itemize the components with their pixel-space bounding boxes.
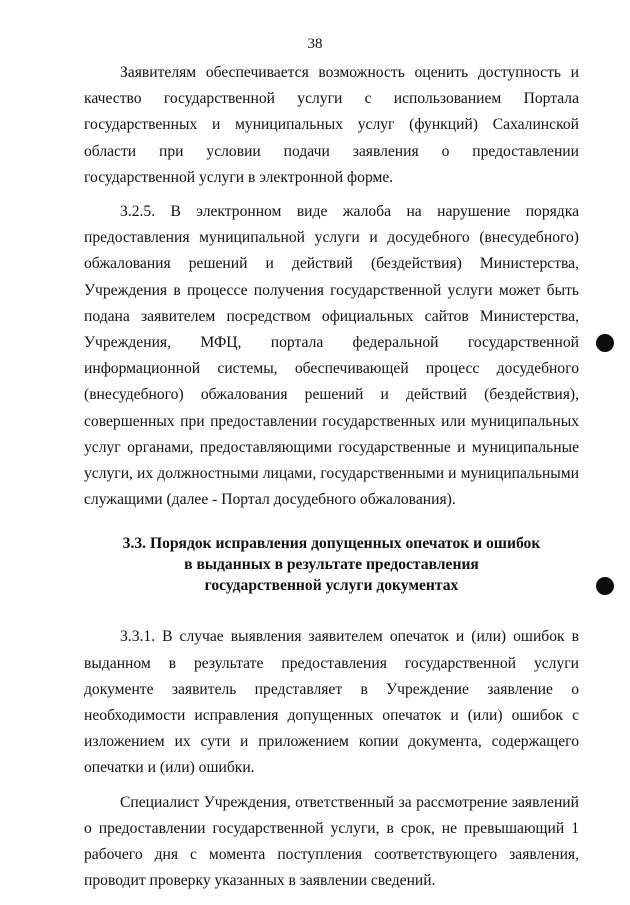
paragraph-spacer [84, 191, 579, 199]
page-number: 38 [307, 36, 323, 52]
section-heading-line-3: государственной услуги документах [204, 577, 459, 595]
section-heading-line-2: в выданных в результате предоставления [184, 556, 479, 574]
punch-hole-mark [596, 577, 614, 595]
paragraph-specialist-check: Специалист Учреждения, ответственный за рассмотрение заявлений о предоставлении государственной услуги, в срок, не превышающий 1 рабочего дня с момента поступления соответствующего заявления, проводит проверку указанных в заявлении сведений. [84, 793, 579, 890]
section-heading-line-1: 3.3. Порядок исправления допущенных опечаток и ошибок [122, 535, 541, 553]
punch-hole-mark [596, 334, 614, 352]
document-body [84, 60, 579, 894]
paragraph-spacer [84, 782, 579, 790]
section-heading-3-3 [84, 533, 579, 596]
paragraph-3-3-1-errors: 3.3.1. В случае выявления заявителем опечаток и (или) ошибок в выданном в результате предоставления государственной услуги документе заявитель представляет в Учреждение заявление о необходимости исправления допущенных опечаток и (или) ошибок с изложением их сути и приложением копии документа, содержащего опечатки и (или) ошибки. [84, 628, 579, 777]
paragraph-portal-assessment: Заявителям обеспечивается возможность оценить доступность и качество государственной услуги с использованием Портала государственных и муниципальных услуг (функций) Сахалинской области при условии подачи заявления о предоставлении государственной услуги в электронной форме. [84, 64, 579, 186]
paragraph-3-2-5-complaint: 3.2.5. В электронном виде жалоба на нарушение порядка предоставления муниципальной услуги и досудебного (внесудебного) обжалования решений и действий (бездействия) Министерства, Учреждения в процессе получения государственной услуги может быть подана заявителем посредством официальных сайтов Министерства, Учреждения, МФЦ, портала федеральной государственной информационной системы, обеспечивающей процесс досудебного (внесудебного) обжалования решений и действий (бездействия), совершенных при предоставлении государственных или муниципальных услуг органами, предоставляющими государственные и муниципальные услуги, их должностными лицами, государственными и муниципальными служащими (далее - Портал досудебного обжалования). [84, 203, 579, 509]
